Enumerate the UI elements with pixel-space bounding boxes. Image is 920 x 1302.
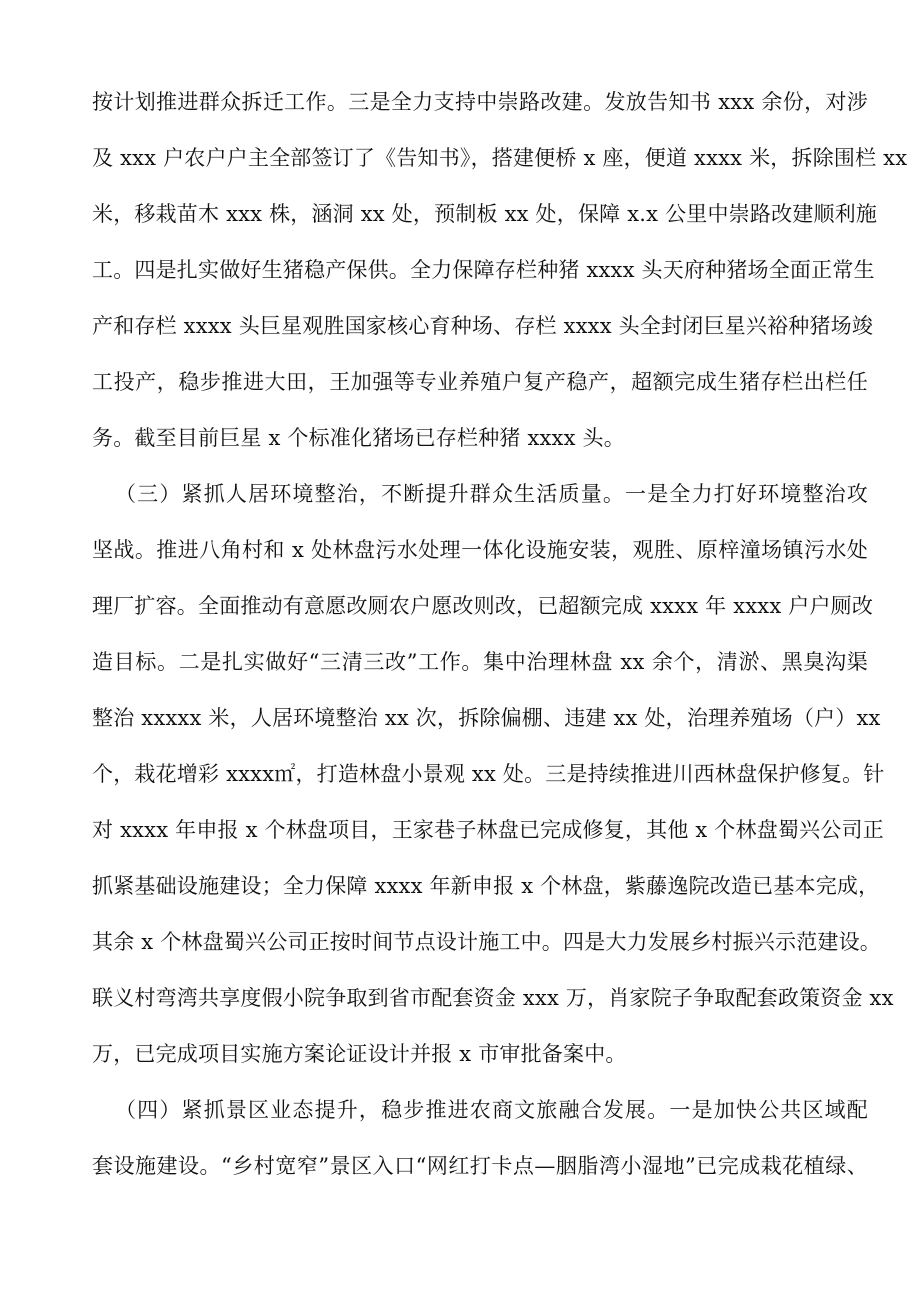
text-line: 造目标。二是扎实做好“三清三改”工作。集中治理林盘 xx 余个，清淤、黑臭沟渠 (92, 650, 868, 674)
paragraph-heading-line: （三）紧抓人居环境整治，不断提升群众生活质量。一是全力打好环境整治攻 (115, 482, 868, 506)
text-line: 整治 xxxxx 米，人居环境整治 xx 次，拆除偏棚、违建 xx 处，治理养殖场（户）xx (92, 706, 881, 730)
text-line: 个，栽花增彩 xxxx㎡，打造林盘小景观 xx 处。三是持续推进川西林盘保护修复。针 (92, 762, 885, 786)
text-line: 联义村弯湾共享度假小院争取到省市配套资金 xxx 万，肖家院子争取配套政策资金 xx (92, 986, 894, 1010)
paragraph-heading-line: （四）紧抓景区业态提升，稳步推进农商文旅融合发展。一是加快公共区域配 (115, 1098, 868, 1122)
text-line: 工。四是扎实做好生猪稳产保供。全力保障存栏种猪 xxxx 头天府种猪场全面正常生 (92, 258, 875, 282)
text-line: 产和存栏 xxxx 头巨星观胜国家核心育种场、存栏 xxxx 头全封闭巨星兴裕种猪场竣 (92, 314, 874, 338)
text-line: 坚战。推进八角村和 x 处林盘污水处理一体化设施安装，观胜、原梓潼场镇污水处 (92, 538, 868, 562)
text-line: 米，移栽苗木 xxx 株，涵洞 xx 处，预制板 xx 处，保障 x.x 公里中崇路改建顺利施 (92, 202, 878, 226)
text-line: 对 xxxx 年申报 x 个林盘项目，王家巷子林盘已完成修复，其他 x 个林盘蜀兴公司正 (92, 818, 884, 842)
text-line: 其余 x 个林盘蜀兴公司正按时间节点设计施工中。四是大力发展乡村振兴示范建设。 (92, 930, 881, 954)
text-line: 按计划推进群众拆迁工作。三是全力支持中崇路改建。发放告知书 xxx 余份，对涉 (92, 90, 868, 114)
text-line: 及 xxx 户农户户主全部签订了《告知书》，搭建便桥 x 座，便道 xxxx 米，拆除围栏 xx (92, 146, 908, 170)
text-line: 抓紧基础设施建设；全力保障 xxxx 年新申报 x 个林盘，紫藤逸院改造已基本完成， (92, 874, 880, 898)
text-line: 套设施建设。“乡村宽窄”景区入口“网红打卡点—胭脂湾小湿地”已完成栽花植绿、 (92, 1154, 868, 1178)
text-line: 理厂扩容。全面推动有意愿改厕农户愿改则改，已超额完成 xxxx 年 xxxx 户户厕改 (92, 594, 874, 618)
text-line: 务。截至目前巨星 x 个标准化猪场已存栏种猪 xxxx 头。 (92, 426, 625, 450)
text-line: 工投产，稳步推进大田，王加强等专业养殖户复产稳产，超额完成生猪存栏出栏任 (92, 370, 868, 394)
text-line: 万，已完成项目实施方案论证设计并报 x 市审批备案中。 (92, 1042, 627, 1066)
